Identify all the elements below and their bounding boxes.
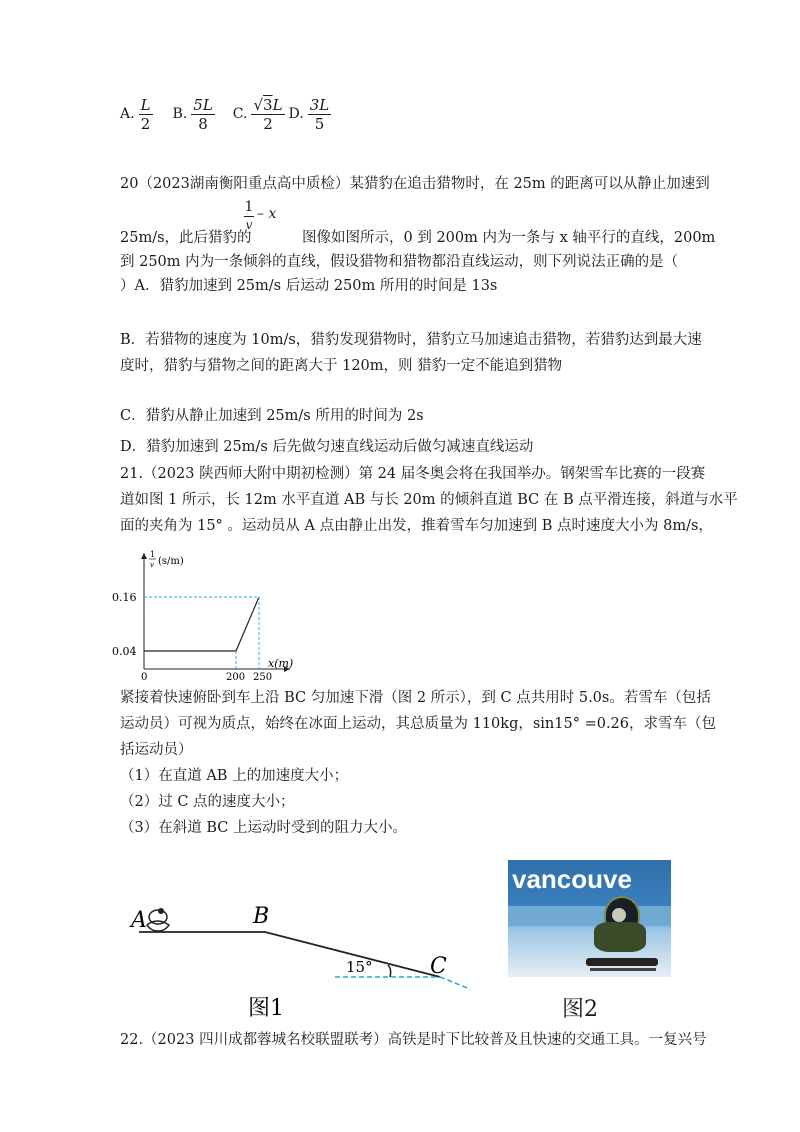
q21-line-3: 面的夹角为 15° 。运动员从 A 点由静止出发，推着雪车匀加速到 B 点时速度大小为 8m/s， xyxy=(120,518,713,534)
option-b-fraction: $\frac{5L}{8}$ xyxy=(193,95,213,133)
y-tick-0.16: 0.16 xyxy=(112,591,137,604)
q20-line-2-post: 图像如图所示，0 到 200m 内为一条与 x 轴平行的直线，200m xyxy=(302,230,716,246)
y-axis-label-unit: (s/m) xyxy=(158,556,184,567)
sled xyxy=(586,958,658,966)
q20-line-4: ）A．猎豹加速到 25m/s 后运动 250m 所用的时间是 13s xyxy=(120,278,498,294)
q21-line-1: 21.（2023 陕西师大附中期初检测）第 24 届冬奥会将在我国举办。钢架雪车比赛的一段赛 xyxy=(120,466,706,482)
q20-option-c: C．猎豹从静止加速到 25m/s 所用的时间为 2s xyxy=(120,408,424,424)
q20-option-d: D．猎豹加速到 25m/s 后先做匀速直线运动后做匀减速直线运动 xyxy=(120,439,534,455)
point-a-label: A xyxy=(131,908,147,933)
option-c-fraction: $\frac{√3L}{2}$ xyxy=(253,95,283,133)
point-b-label: B xyxy=(253,904,270,929)
q20-line-2-pre: 25m/s，此后猎豹的 xyxy=(120,230,252,246)
q20-line-1: 20（2023湖南衡阳重点高中质检）某猎豹在追击猎物时，在 25m 的距离可以从静止加速到 xyxy=(120,176,710,192)
q20-option-b-line-2: 度时，猎豹与猎物之间的距离大于 120m，则 猎豹一定不能追到猎物 xyxy=(120,358,563,374)
q21-line-4: 紧接着快速俯卧到车上沿 BC 匀加速下滑（图 2 所示），到 C 点共用时 5.0s。若雪车（包括 xyxy=(120,690,711,706)
answer-options xyxy=(120,94,331,134)
point-c-label: C xyxy=(430,954,447,979)
y-tick-0.04: 0.04 xyxy=(112,645,137,658)
q20-option-b-line-1: B．若猎物的速度为 10m/s，猎豹发现猎物时，猎豹立马加速追击猎物，若猎豹达到最大速 xyxy=(120,332,702,348)
angle-label: 15° xyxy=(346,958,373,976)
q22-line-1: 22.（2023 四川成都蓉城名校联盟联考）高铁是时下比较普及且快速的交通工具。一复兴号 xyxy=(120,1032,707,1048)
q21-line-6: 括运动员） xyxy=(120,742,193,758)
skeleton-rider-icon xyxy=(147,908,169,931)
y-axis-label-numerator: 1 xyxy=(150,550,156,559)
q21-line-2: 道如图 1 所示，长 12m 水平直道 AB 与长 20m 的倾斜直道 BC 在 B 点平滑连接，斜道与水平 xyxy=(120,492,738,508)
q21-sub-3: （3）在斜道 BC 上运动时受到的阻力大小。 xyxy=(120,820,407,836)
option-b-label: B. xyxy=(172,106,188,122)
figure-2-photo xyxy=(508,860,671,977)
option-c-label: C. xyxy=(232,106,248,122)
figure-1-track-diagram xyxy=(125,895,485,1025)
option-d-label: D. xyxy=(288,106,304,122)
y-axis-label-denominator: v xyxy=(150,561,154,569)
series-segment-rising xyxy=(236,597,259,651)
option-a-label: A. xyxy=(120,106,135,122)
q21-sub-2: （2）过 C 点的速度大小； xyxy=(120,794,295,810)
figure-1-caption: 图1 xyxy=(248,996,284,1021)
vancouver-banner: vancouve xyxy=(512,864,632,894)
formula-denominator: v xyxy=(245,218,253,232)
option-a-fraction: $\frac{L}{2}$ xyxy=(140,95,151,133)
option-d-fraction: $\frac{3L}{5}$ xyxy=(309,95,330,133)
formula-x: – x xyxy=(257,206,277,222)
q20-line-3: 到 250m 内为一条倾斜的直线，假设猎物和猎物都沿直线运动，则下列说法正确的是（ xyxy=(120,254,679,270)
figure-2-caption: 图2 xyxy=(562,997,598,1022)
x-tick-200: 200 xyxy=(226,672,246,683)
formula-numerator: 1 xyxy=(244,199,254,215)
origin-label: 0 xyxy=(141,672,148,683)
y-axis-arrow xyxy=(141,553,147,559)
athlete-figure xyxy=(590,896,650,966)
one-over-v-vs-x-chart xyxy=(110,543,300,688)
q21-sub-1: （1）在直道 AB 上的加速度大小； xyxy=(120,768,349,784)
x-axis-label: x(m) xyxy=(268,657,294,670)
x-tick-250: 250 xyxy=(253,672,273,683)
angle-arc xyxy=(388,965,391,977)
q21-line-5: 运动员）可视为质点，始终在冰面上运动，其总质量为 110kg，sin15° =0.26，求雪车（包 xyxy=(120,716,717,732)
